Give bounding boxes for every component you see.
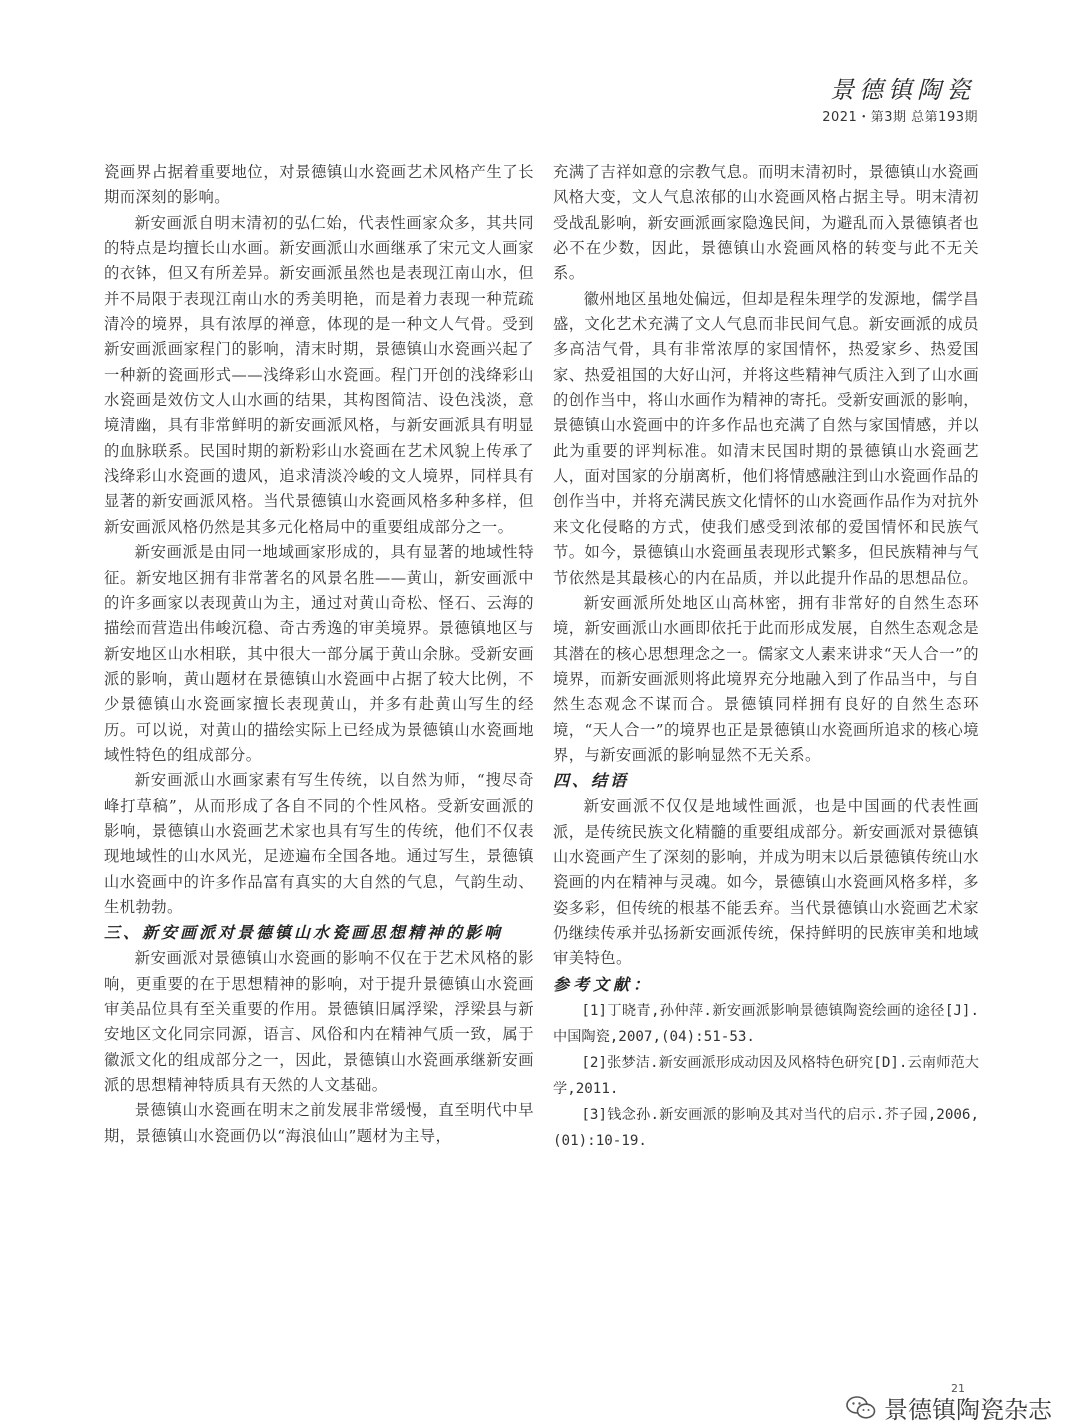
reference-item: [2]张梦洁.新安画派形成动因及风格特色研究[D].云南师范大学,2011.	[553, 1054, 979, 1097]
paragraph: 新安画派不仅仅是地域性画派，也是中国画的代表性画派，是传统民族文化精髓的重要组成部分。新安画派对景德镇山水瓷画产生了深刻的影响，并成为明末以后景德镇传统山水瓷画的内在精神与灵魂。如今，景德镇山水瓷画风格多样，多姿多彩，但传统的根基不能丢弃。当代景德镇山水瓷画艺术家仍继续传承并弘扬新安画派传统，保持鲜明的民族审美和地域审美特色。	[553, 797, 979, 968]
paragraph: 景德镇山水瓷画在明末之前发展非常缓慢，直至明代中早期，景德镇山水瓷画仍以“海浪仙山”题材为主导，	[104, 1101, 534, 1145]
section-heading: 三、新安画派对景德镇山水瓷画思想精神的影响	[104, 923, 504, 943]
references-heading: 参考文献：	[553, 974, 654, 994]
paragraph: 新安画派是由同一地域画家形成的，具有显著的地域性特征。新安地区拥有非常著名的风景名胜——黄山，新安画派中的许多画家以表现黄山为主，通过对黄山奇松、怪石、云海的描绘而营造出伟峻沉稳、奇古秀逸的审美境界。景德镇地区与新安地区山水相联，其中很大一部分属于黄山余脉。受新安画派的影响，黄山题材在景德镇山水瓷画中占据了较大比例，不少景德镇山水瓷画家擅长表现黄山，并多有赴黄山写生的经历。可以说，对黄山的描绘实际上已经成为景德镇山水瓷画地域性特色的组成部分。	[104, 543, 534, 764]
paragraph: 新安画派山水画家素有写生传统，以自然为师，“搜尽奇峰打草稿”，从而形成了各自不同的个性风格。受新安画派的影响，景德镇山水瓷画艺术家也具有写生的传统，他们不仅表现地域性的山水风光，足迹遍布全国各地。通过写生，景德镇山水瓷画中的许多作品富有真实的大自然的气息，气韵生动、生机勃勃。	[104, 771, 534, 916]
watermark-text: 景德镇陶瓷杂志	[884, 1396, 1052, 1424]
paragraph: 新安画派自明末清初的弘仁始，代表性画家众多，其共同的特点是均擅长山水画。新安画派山水画继承了宋元文人画家的衣钵，但又有所差异。新安画派虽然也是表现江南山水，但并不局限于表现江南山水的秀美明艳，而是着力表现一种荒疏清冷的境界，具有浓厚的禅意，体现的是一种文人气骨。受到新安画派画家程门的影响，清末时期，景德镇山水瓷画兴起了一种新的瓷画形式——浅绛彩山水瓷画。程门开创的浅绛彩山水瓷画是效仿文人山水画的结果，其构图简洁、设色浅淡，意境清幽，具有非常鲜明的新安画派风格，与新安画派具有明显的血脉联系。民国时期的新粉彩山水瓷画在艺术风貌上传承了浅绛彩山水瓷画的遗风，追求清淡冷峻的文人境界，同样具有显著的新安画派风格。当代景德镇山水瓷画风格多种多样，但新安画派风格仍然是其多元化格局中的重要组成部分之一。	[104, 213, 534, 536]
journal-logo: 景德镇陶瓷	[830, 76, 975, 104]
paragraph: 瓷画界占据着重要地位，对景德镇山水瓷画艺术风格产生了长期而深刻的影响。	[104, 163, 534, 207]
paragraph: 新安画派所处地区山高林密，拥有非常好的自然生态环境，新安画派山水画即依托于此而形成发展，自然生态观念是其潜在的核心思想理念之一。儒家文人素来讲求“天人合一”的境界，而新安画派则将此境界充分地融入到了作品当中，与自然生态观念不谋而合。景德镇同样拥有良好的自然生态环境，“天人合一”的境界也正是景德镇山水瓷画所追求的核心境界，与新安画派的影响显然不无关系。	[553, 593, 979, 764]
reference-item: [1]丁晓青,孙仲萍.新安画派影响景德镇陶瓷绘画的途径[J].中国陶瓷,2007,(04):51-53.	[553, 1002, 979, 1045]
paragraph: 新安画派对景德镇山水瓷画的影响不仅在于艺术风格的影响，更重要的在于思想精神的影响，对于提升景德镇山水瓷画审美品位具有至关重要的作用。景德镇旧属浮梁，浮梁县与新安地区文化同宗同源，语言、风俗和内在精神气质一致，属于徽派文化的组成部分之一，因此，景德镇山水瓷画承继新安画派的思想精神特质具有天然的人文基础。	[104, 949, 534, 1095]
right-column	[553, 160, 979, 1154]
section-heading: 四、结语	[553, 771, 630, 791]
wechat-icon	[846, 1395, 876, 1421]
left-column	[104, 160, 534, 1149]
issue-info: 2021・第3期 总第193期	[822, 110, 978, 125]
paragraph: 充满了吉祥如意的宗教气息。而明末清初时，景德镇山水瓷画风格大变，文人气息浓郁的山水瓷画风格占据主导。明末清初受战乱影响，新安画派画家隐逸民间，为避乱而入景德镇者也必不在少数，因此，景德镇山水瓷画风格的转变与此不无关系。	[553, 163, 979, 283]
paragraph: 徽州地区虽地处偏远，但却是程朱理学的发源地，儒学昌盛，文化艺术充满了文人气息而非民间气息。新安画派的成员多高洁气骨，具有非常浓厚的家国情怀，热爱家乡、热爱国家、热爱祖国的大好山河，并将这些精神气质注入到了山水画的创作当中，将山水画作为精神的寄托。受新安画派的影响，景德镇山水瓷画中的许多作品也充满了自然与家国情感，并以此为重要的评判标准。如清末民国时期的景德镇山水瓷画艺人，面对国家的分崩离析，他们将情感融注到山水瓷画作品的创作当中，并将充满民族文化情怀的山水瓷画作品作为对抗外来文化侵略的方式，使我们感受到浓郁的爱国情怀和民族气节。如今，景德镇山水瓷画虽表现形式繁多，但民族精神与气节依然是其最核心的内在品质，并以此提升作品的思想品位。	[553, 289, 979, 587]
reference-item: [3]钱念孙.新安画派的影响及其对当代的启示.芥子园,2006,(01):10-19.	[553, 1106, 979, 1149]
page-number: 21	[951, 1382, 965, 1395]
watermark	[846, 1390, 1052, 1425]
